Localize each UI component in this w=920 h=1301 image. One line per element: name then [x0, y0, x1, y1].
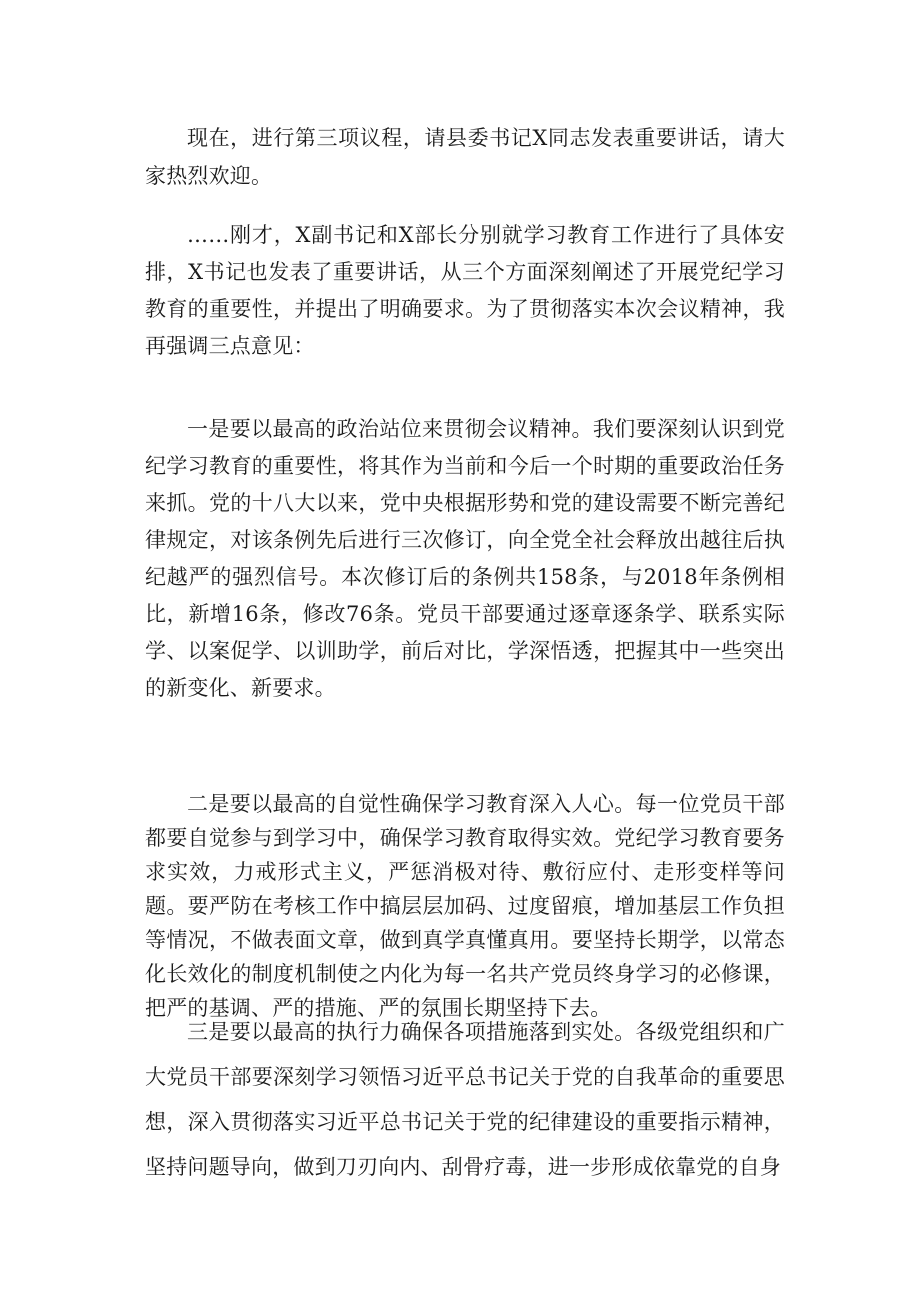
paragraph-1: 现在，进行第三项议程，请县委书记X同志发表重要讲话，请大家热烈欢迎。	[145, 126, 785, 188]
paragraph-4: 二是要以最高的自觉性确保学习教育深入人心。每一位党员干部都要自觉参与到学习中，确保学习教育取得实效。党纪学习教育要务求实效，力戒形式主义，严惩消极对待、敷衍应付、走形变样等问题。要严防在考核工作中搞层层加码、过度留痕，增加基层工作负担等情况，不做表面文章，做到真学真懂真用。要坚持长期学，以常态化长效化的制度机制使之内化为每一名共产党员终身学习的必修课，把严的基调、严的措施、严的氛围长期坚持下去。	[145, 792, 785, 1020]
paragraph-5: 三是要以最高的执行力确保各项措施落到实处。各级党组织和广大党员干部要深刻学习领悟习近平总书记关于党的自我革命的重要思想，深入贯彻落实习近平总书记关于党的纪律建设的重要指示精神，坚持问题导向，做到刀刃向内、刮骨疗毒，进一步形成依靠党的自身	[145, 1020, 785, 1179]
paragraph-3: 一是要以最高的政治站位来贯彻会议精神。我们要深刻认识到党纪学习教育的重要性，将其作为当前和今后一个时期的重要政治任务来抓。党的十八大以来，党中央根据形势和党的建设需要不断完善纪律规定，对该条例先后进行三次修订，向全党全社会释放出越往后执纪越严的强烈信号。本次修订后的条例共158条，与2018年条例相比，新增16条，修改76条。党员干部要通过逐章逐条学、联系实际学、以案促学、以训助学，前后对比，学深悟透，把握其中一些突出的新变化、新要求。	[145, 417, 785, 700]
paragraph-2: ……刚才，X副书记和X部长分别就学习教育工作进行了具体安排，X书记也发表了重要讲话，从三个方面深刻阐述了开展党纪学习教育的重要性，并提出了明确要求。为了贯彻落实本次会议精神，我再强调三点意见：	[145, 223, 785, 358]
